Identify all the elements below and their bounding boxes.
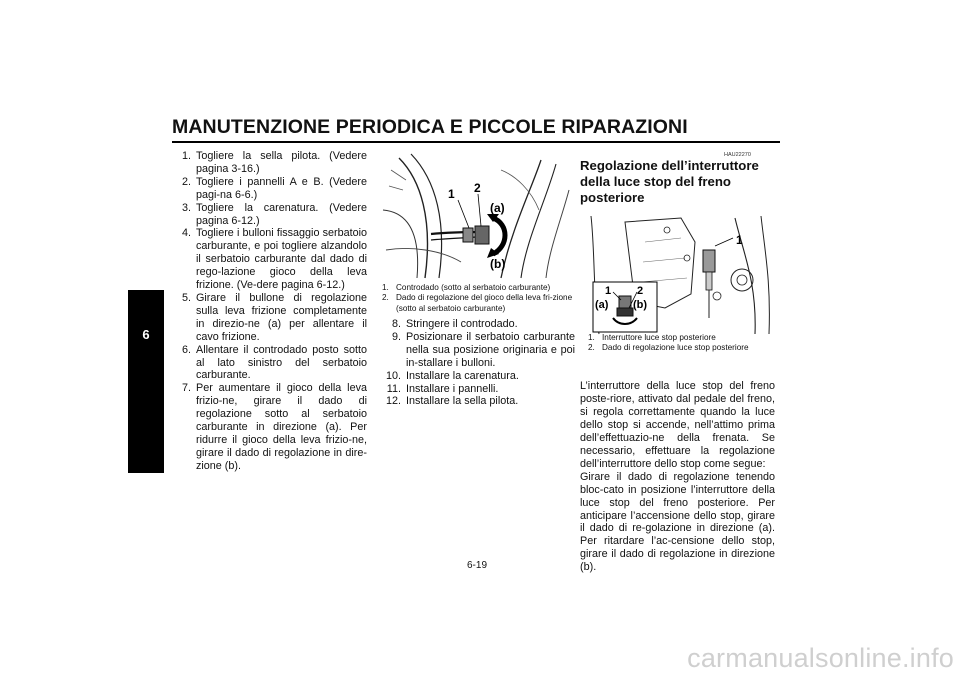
step-number: 1. — [181, 150, 191, 162]
left-step-list — [172, 150, 367, 473]
direction-label-a-inset: (a) — [595, 299, 609, 311]
step-text: Togliere la sella pilota. (Vedere pagina 3-16.) — [196, 150, 367, 175]
list-item — [172, 292, 367, 344]
caption-text: Dado di regolazione del gioco della leva fri-zione (sotto al serbatoio carburante) — [396, 293, 573, 313]
step-text: Posizionare il serbatoio carburante nella sua posizione originaria e poi in-stallare i bulloni. — [406, 330, 575, 369]
caption-item — [588, 343, 778, 353]
list-item — [382, 318, 575, 331]
list-item — [172, 344, 367, 383]
step-number: 8. — [391, 318, 401, 330]
step-number: 9. — [391, 330, 401, 343]
step-number: 10. — [385, 369, 401, 382]
figure-label-1: 1 — [448, 187, 455, 201]
page-number: 6-19 — [467, 560, 488, 571]
figure-label-1-inset: 1 — [605, 285, 612, 297]
step-number: 3. — [181, 201, 191, 214]
brake-switch-figure — [585, 212, 771, 336]
list-item — [172, 150, 367, 176]
list-item — [172, 176, 367, 202]
step-number: 12. — [385, 395, 401, 408]
step-number: 2. — [181, 175, 191, 188]
list-item — [382, 370, 575, 383]
list-item — [172, 202, 367, 228]
figure-label-1-main: 1 — [736, 233, 743, 247]
list-item — [172, 227, 367, 292]
step-text: Installare la sella pilota. — [406, 395, 519, 408]
caption-text: Dado di regolazione luce stop posteriore — [602, 343, 749, 353]
direction-label-a: (a) — [490, 201, 505, 215]
figure-label-2-inset: 2 — [637, 285, 644, 297]
step-text: Togliere i pannelli A e B. (Vedere pagi-na 6-6.) — [196, 175, 367, 201]
step-number: 4. — [181, 227, 191, 240]
caption-number: 1. — [382, 283, 389, 292]
middle-step-list — [382, 318, 575, 408]
list-item — [382, 383, 575, 396]
caption-item — [588, 333, 778, 343]
list-item — [382, 331, 575, 370]
caption-number: 2. — [588, 343, 595, 353]
caption-text: Interruttore luce stop posteriore — [602, 333, 716, 342]
page-title: MANUTENZIONE PERIODICA E PICCOLE RIPARAZIONI — [172, 116, 688, 138]
step-text: Girare il bullone di regolazione sulla leva frizione completamente in direzio-ne (a) per allentare il cavo frizione. — [196, 291, 367, 343]
section-heading: Regolazione dell’interruttore della luce stop del freno posteriore — [580, 158, 759, 206]
body-text — [580, 380, 775, 574]
step-text: Stringere il controdado. — [406, 318, 518, 330]
step-text: Installare la carenatura. — [406, 369, 519, 382]
reference-code: HAU22270 — [724, 152, 751, 158]
caption-number: 1. — [588, 333, 595, 342]
caption-text: Controdado (sotto al serbatoio carburante) — [396, 283, 551, 292]
caption-item — [382, 293, 577, 314]
step-text: Togliere i bulloni fissaggio serbatoio carburante, e poi togliere alzandolo il serbatoio carburante dal dado di rego-lazione gioco della leva frizione. (Ve-dere pagina 6-12.) — [196, 227, 367, 292]
step-text: Per aumentare il gioco della leva frizio-ne, girare il dado di regolazione sotto al serbatoio carburante in direzione (a). Per ridurre il gioco della leva frizio-ne, girare il dado di regolazione in dire-zione (b). — [196, 382, 367, 472]
direction-label-b: (b) — [490, 257, 506, 271]
caption-number: 2. — [382, 293, 389, 303]
body-paragraph: Girare il dado di regolazione tenendo bloc-cato in posizione l’interruttore della luce stop del freno posteriore. Per anticipare l’accensione dello stop, girare il dado di re-golazione in direzione (a). Per ritardare l’ac-censione dello stop, girare il dado di regolazione in direzione (b). — [580, 470, 775, 574]
caption-item — [382, 283, 577, 293]
title-rule — [172, 141, 780, 143]
figure-label-2: 2 — [474, 181, 481, 195]
list-item — [382, 395, 575, 408]
chapter-number: 6 — [142, 327, 150, 342]
step-number: 6. — [181, 343, 191, 356]
clutch-figure-captions — [382, 283, 577, 314]
step-text: Installare i pannelli. — [406, 382, 499, 395]
step-number: 11. — [386, 382, 401, 395]
direction-label-b-inset: (b) — [633, 299, 648, 311]
step-text: Allentare il controdado posto sotto al lato sinistro del serbatoio carburante. — [196, 343, 367, 382]
brake-figure-captions — [588, 333, 778, 354]
step-number: 7. — [181, 382, 191, 395]
body-paragraph: L’interruttore della luce stop del freno poste-riore, attivato dal pedale del freno, si regola correttamente quando la luce dello stop si accende, nell’attimo prima dell’effettuazio-ne della frenata. Se necessario, effettuare la regolazione dell’interruttore dello stop come segue: — [580, 380, 775, 470]
chapter-tab — [128, 290, 164, 473]
step-text: Togliere la carenatura. (Vedere pagina 6-12.) — [196, 201, 367, 227]
clutch-adjuster-figure — [381, 150, 574, 280]
list-item — [172, 382, 367, 472]
watermark: carmanualsonline.info — [687, 643, 954, 673]
step-number: 5. — [181, 291, 191, 304]
